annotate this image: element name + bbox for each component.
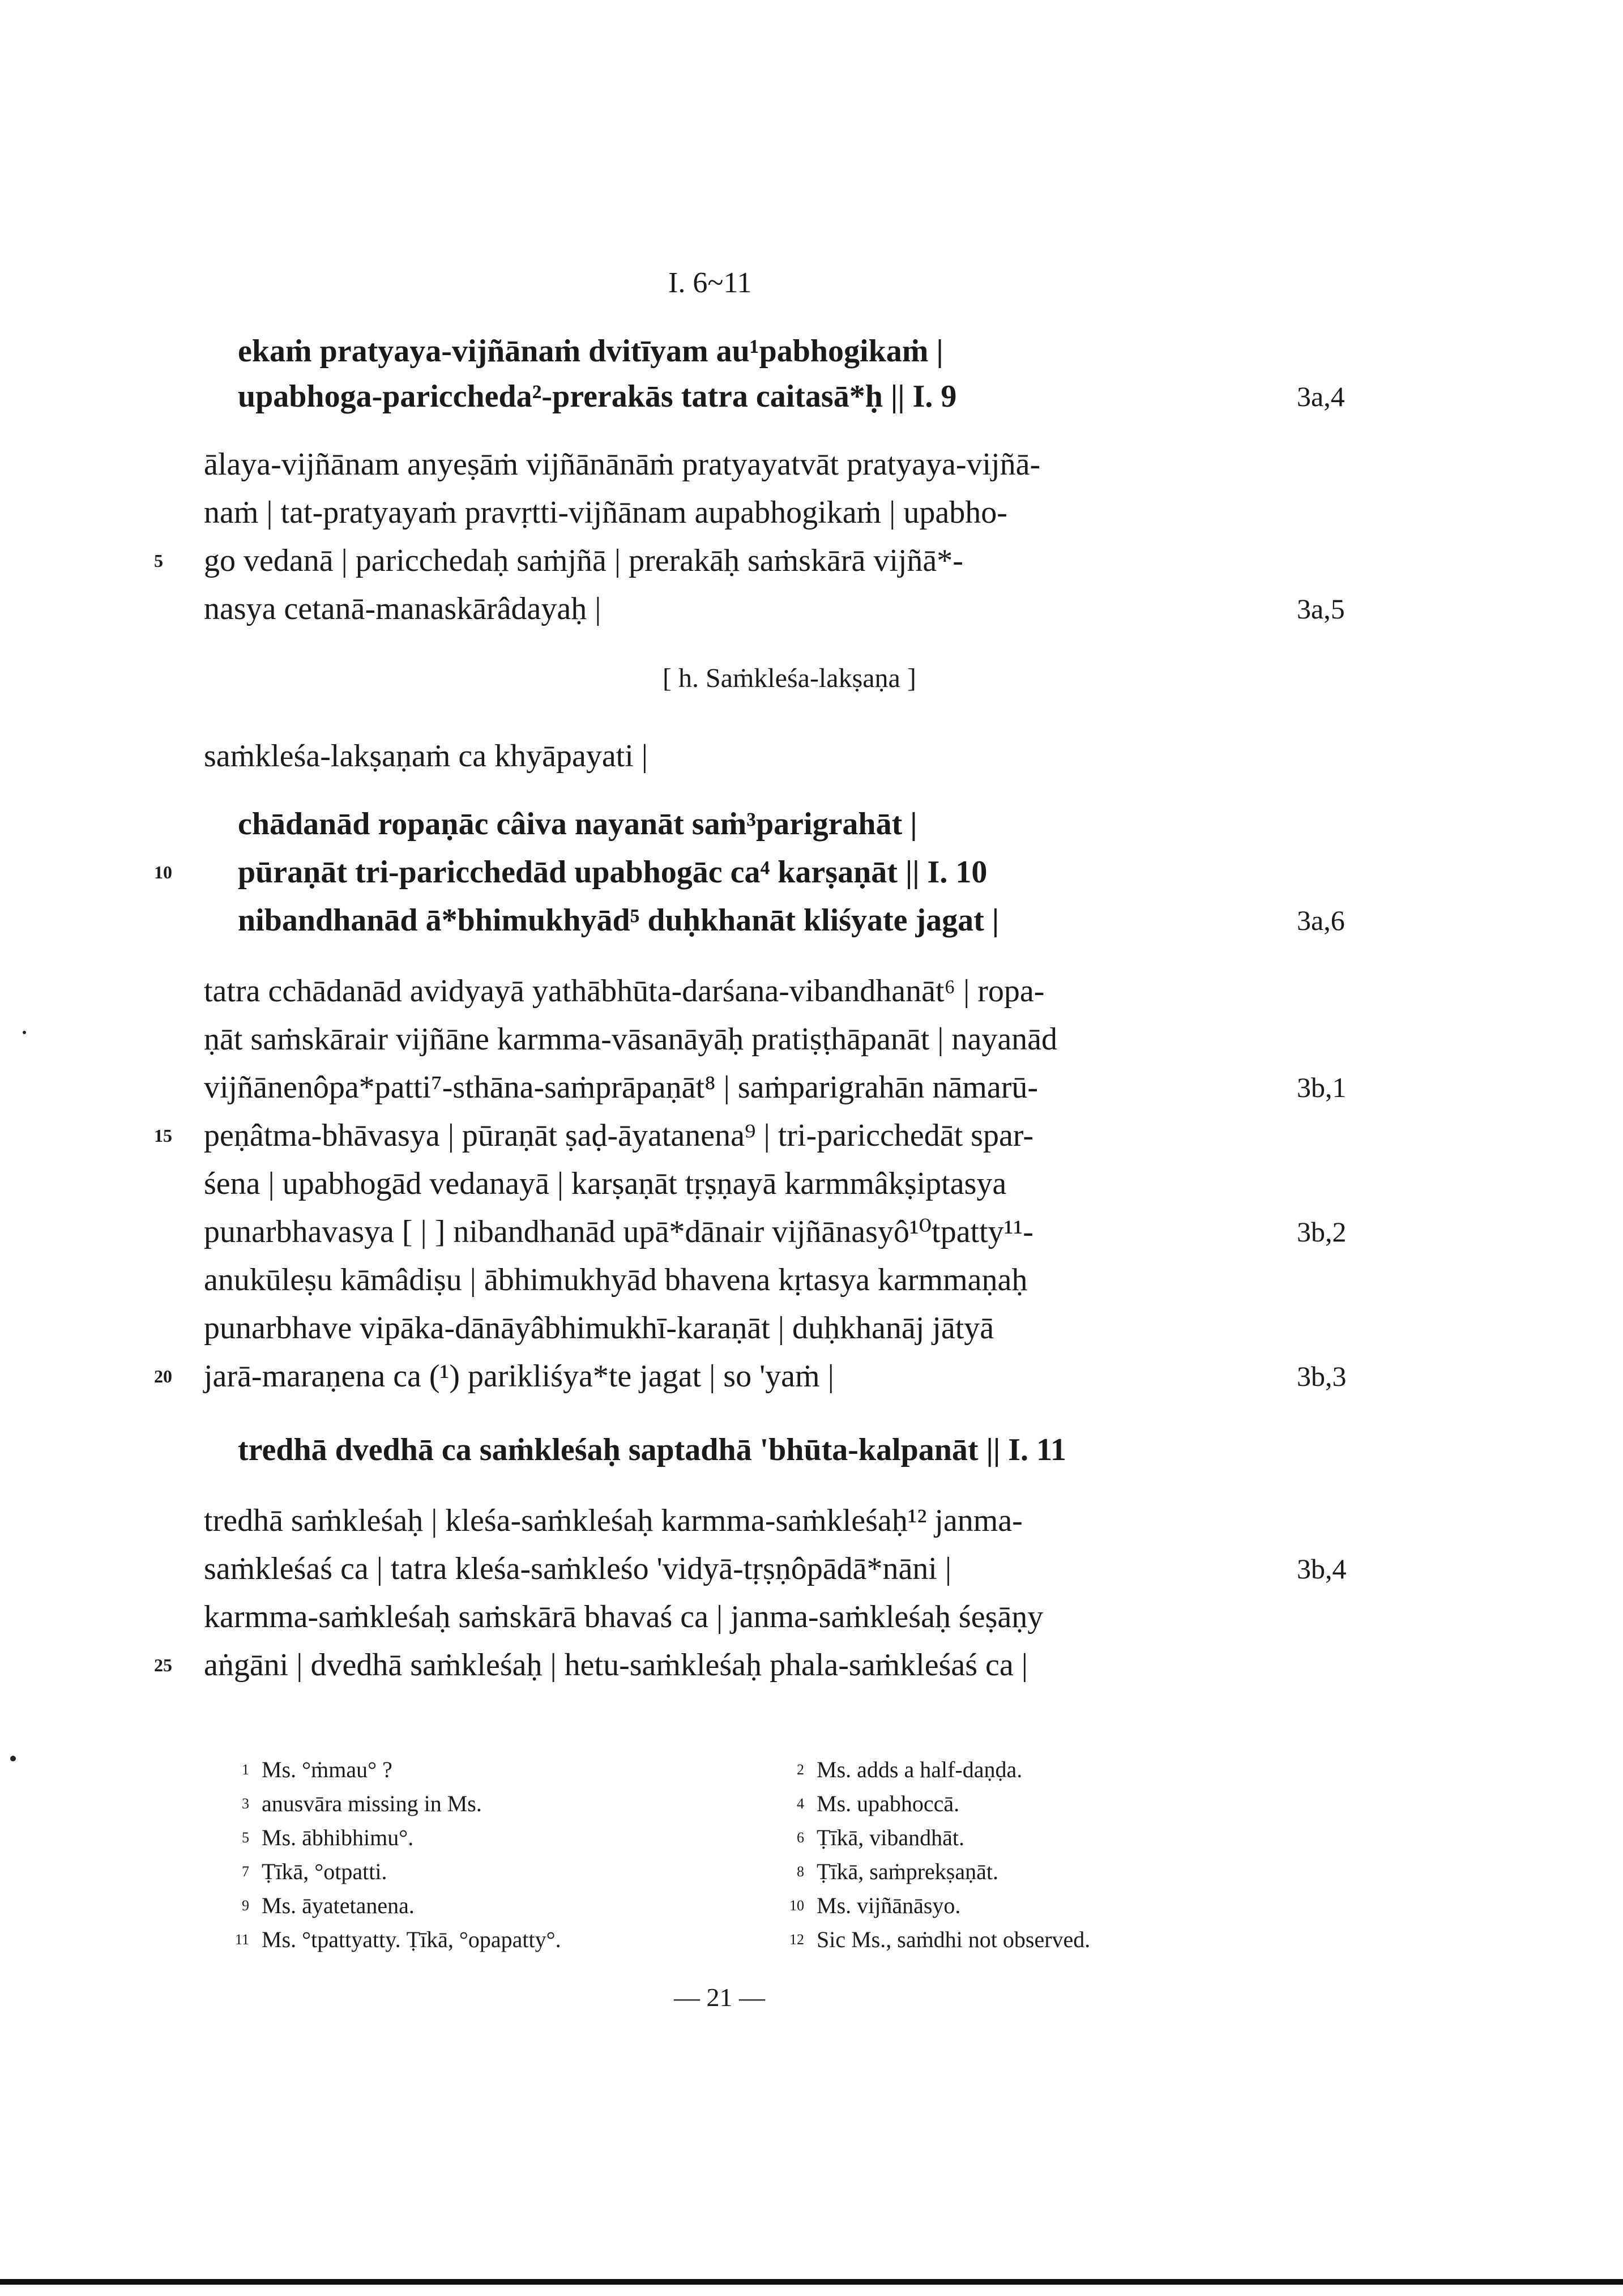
footnote-text: Ms. upabhoccā. (817, 1791, 960, 1816)
prose-line: śena | upabhogād vedanayā | karṣaṇāt tṛṣṇayā karmmâkṣiptasya (204, 1166, 1007, 1201)
footnote-number: 10 (789, 1897, 804, 1914)
footnote-number: 6 (797, 1829, 804, 1846)
prose-line: saṁkleśaś ca | tatra kleśa-saṁkleśo 'vidyā-tṛṣṇôpādā*nāni | (204, 1551, 952, 1586)
footnote-text: Ms. āyatetanena. (262, 1893, 415, 1918)
footnote (770, 1753, 1022, 1787)
scan-edge-rule (0, 2279, 1623, 2285)
footnote-number: 3 (242, 1795, 249, 1812)
footnote-number: 1 (242, 1761, 249, 1778)
scan-speck (23, 1031, 26, 1034)
footnote (770, 1923, 1090, 1957)
footnote-number: 9 (242, 1897, 249, 1914)
footnote-number: 12 (789, 1931, 804, 1948)
line-number: 5 (154, 550, 163, 571)
footnote-number: 8 (797, 1863, 804, 1880)
prose-line: tatra cchādanād avidyayā yathābhūta-darśana-vibandhanāt⁶ | ropa- (204, 974, 1045, 1009)
verse-line: nibandhanād ā*bhimukhyād⁵ duḥkhanāt kliśyate jagat | (238, 903, 1000, 938)
footnote (770, 1821, 964, 1855)
footnote-text: Ms. vijñānāsyo. (817, 1893, 961, 1918)
line-number: 10 (154, 862, 172, 882)
footnote-text: Ṭīkā, vibandhāt. (817, 1825, 965, 1850)
prose-line: punarbhavasya [ | ] nibandhanād upā*dānair vijñānasyô¹⁰tpatty¹¹- (204, 1214, 1033, 1249)
verse-line: chādanād ropaṇāc câiva nayanāt saṁ³parigrahāt | (238, 806, 917, 842)
prose-line: peṇâtma-bhāvasya | pūraṇāt ṣaḍ-āyatanena⁹ | tri-paricchedāt spar- (204, 1118, 1033, 1153)
manuscript-ref: 3b,2 (1297, 1216, 1347, 1248)
footnote (770, 1889, 960, 1923)
manuscript-ref: 3a,5 (1297, 593, 1345, 625)
footnote-text: Ṭīkā, saṁprekṣaṇāt. (817, 1859, 998, 1884)
footnote (215, 1923, 561, 1957)
manuscript-ref: 3b,1 (1297, 1072, 1347, 1103)
footnote (215, 1889, 415, 1923)
manuscript-ref: 3b,4 (1297, 1553, 1347, 1585)
page-number: — 21 — (674, 1983, 765, 2012)
verse-line: ekaṁ pratyaya-vijñānaṁ dvitīyam au¹pabhogikaṁ | (238, 334, 943, 369)
prose-line: aṅgāni | dvedhā saṁkleśaḥ | hetu-saṁkleśaḥ phala-saṁkleśaś ca | (204, 1648, 1028, 1683)
manuscript-ref: 3b,3 (1297, 1360, 1347, 1392)
prose-line: vijñānenôpa*patti⁷-sthāna-saṁprāpaṇāt⁸ | saṁparigrahān nāmarū- (204, 1070, 1039, 1105)
prose-line: jarā-maraṇena ca (¹) parikliśya*te jagat | so 'yaṁ | (204, 1359, 834, 1394)
prose-line: go vedanā | paricchedaḥ saṁjñā | prerakāḥ saṁskārā vijñā*- (204, 543, 963, 578)
footnote-number: 11 (234, 1931, 249, 1948)
footnote (215, 1821, 413, 1855)
footnote-text: Ms. ābhibhimu°. (262, 1825, 414, 1850)
footnote (215, 1855, 387, 1889)
footnote (215, 1787, 482, 1821)
line-number: 20 (154, 1366, 172, 1386)
footnote (770, 1855, 998, 1889)
prose-line: tredhā saṁkleśaḥ | kleśa-saṁkleśaḥ karmma-saṁkleśaḥ¹² janma- (204, 1503, 1023, 1538)
footnote-text: Ms. °ṁmau° ? (262, 1757, 392, 1782)
prose-line: naṁ | tat-pratyayaṁ pravṛtti-vijñānam aupabhogikaṁ | upabho- (204, 495, 1007, 530)
footnote-text: Ms. °tpattyatty. Ṭīkā, °opapatty°. (262, 1927, 561, 1952)
footnote (215, 1753, 392, 1787)
verse-line: upabhoga-pariccheda²-prerakās tatra caitasā*ḥ || I. 9 (238, 379, 957, 414)
prose-line: anukūleṣu kāmâdiṣu | ābhimukhyād bhavena kṛtasya karmmaṇaḥ (204, 1262, 1028, 1298)
verse-line: pūraṇāt tri-paricchedād upabhogāc ca⁴ karṣaṇāt || I. 10 (238, 855, 988, 890)
verse-line: tredhā dvedhā ca saṁkleśaḥ saptadhā 'bhūta-kalpanāt || I. 11 (238, 1432, 1066, 1467)
footnote-number: 5 (242, 1829, 249, 1846)
section-title: [ h. Saṁkleśa-lakṣaṇa ] (663, 663, 916, 693)
prose-line: nasya cetanā-manaskārâdayaḥ | (204, 591, 601, 626)
intro-line: saṁkleśa-lakṣaṇaṁ ca khyāpayati | (204, 739, 648, 774)
prose-line: ṇāt saṁskārair vijñāne karmma-vāsanāyāḥ pratiṣṭhāpanāt | nayanād (204, 1022, 1058, 1057)
scan-speck (10, 1756, 16, 1761)
footnote-text: Ṭīkā, °otpatti. (262, 1859, 387, 1884)
manuscript-ref: 3a,4 (1297, 381, 1345, 412)
footnote-text: Sic Ms., saṁdhi not observed. (817, 1927, 1091, 1952)
line-number: 25 (154, 1655, 172, 1675)
page-heading: I. 6~11 (668, 267, 752, 299)
prose-line: punarbhave vipāka-dānāyâbhimukhī-karaṇāt | duḥkhanāj jātyā (204, 1311, 994, 1346)
footnote-text: Ms. adds a half-daṇḍa. (817, 1757, 1023, 1782)
footnote-number: 4 (797, 1795, 804, 1812)
line-number: 15 (154, 1125, 172, 1146)
footnote-number: 7 (242, 1863, 249, 1880)
footnote-number: 2 (797, 1761, 804, 1778)
footnote (770, 1787, 959, 1821)
manuscript-ref: 3a,6 (1297, 904, 1345, 936)
footnote-text: anusvāra missing in Ms. (262, 1791, 482, 1816)
prose-line: karmma-saṁkleśaḥ saṁskārā bhavaś ca | janma-saṁkleśaḥ śeṣāṇy (204, 1599, 1044, 1634)
prose-line: ālaya-vijñānam anyeṣāṁ vijñānānāṁ pratyayatvāt pratyaya-vijñā- (204, 447, 1041, 482)
